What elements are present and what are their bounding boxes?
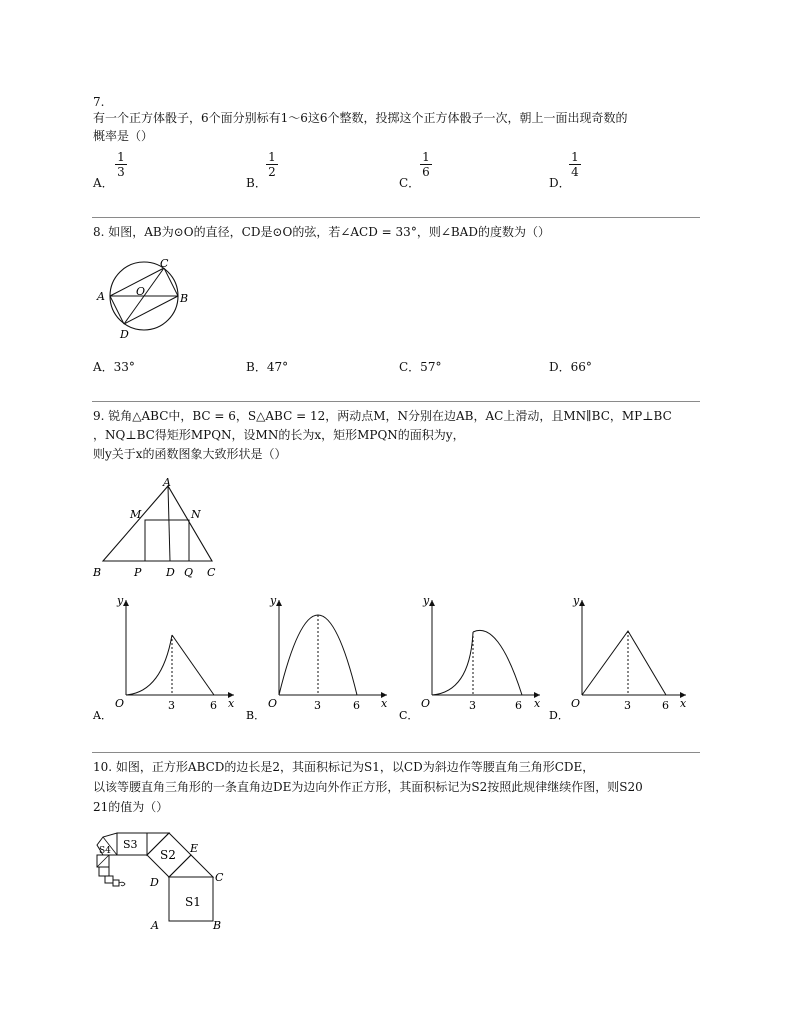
origin-label: O xyxy=(268,697,278,710)
x-label: x xyxy=(534,697,541,710)
label-p: P xyxy=(134,566,142,579)
altitude-ad xyxy=(168,486,170,561)
divider xyxy=(92,401,700,402)
q9-graph-b[interactable] xyxy=(245,590,395,720)
q10-stem-line3: 21的值为（） xyxy=(93,800,169,814)
fraction-denominator: 4 xyxy=(571,165,579,179)
label-a: A xyxy=(97,290,105,303)
x-label: x xyxy=(680,697,687,710)
rising-curve xyxy=(432,632,473,695)
q8-option-d[interactable]: D．66° xyxy=(549,360,592,374)
fraction-denominator: 3 xyxy=(117,165,125,179)
q7-option-fraction xyxy=(265,150,279,179)
spiral-tail xyxy=(119,882,125,886)
tick-6: 6 xyxy=(210,699,217,712)
label-e: E xyxy=(190,842,199,855)
diagonal xyxy=(97,855,109,867)
triangle-abc xyxy=(103,486,212,561)
q9-graph-d[interactable] xyxy=(548,590,698,720)
q9-graph-c[interactable] xyxy=(398,590,548,720)
label-s2: S2 xyxy=(160,848,176,862)
graph-option-label: A． xyxy=(93,709,112,720)
origin-label: O xyxy=(115,697,125,710)
label-a: A xyxy=(151,919,159,932)
label-d: D xyxy=(120,328,129,341)
q9-stem-line3: 则y关于x的函数图象大致形状是（） xyxy=(93,447,287,461)
square-s8 xyxy=(113,880,119,886)
tick-6: 6 xyxy=(662,699,669,712)
graph-option-label: B． xyxy=(246,709,266,720)
label-n: N xyxy=(191,508,201,521)
graph-option-label: C． xyxy=(399,709,419,720)
label-o: O xyxy=(136,285,146,298)
fraction-denominator: 6 xyxy=(422,165,430,179)
label-d: D xyxy=(150,876,159,889)
label-q: Q xyxy=(184,566,194,579)
q7-stem-line1: 有一个正方体骰子，6个面分别标有1～6这6个整数，投掷这个正方体骰子一次，朝上一面出现奇数的 xyxy=(93,111,628,125)
tick-3: 3 xyxy=(624,699,631,712)
y-axis-arrow-icon xyxy=(123,600,129,606)
triangle-graph xyxy=(582,631,666,695)
q7-option-letter: C． xyxy=(399,176,421,190)
label-s3: S3 xyxy=(123,838,138,851)
fraction-numerator: 1 xyxy=(117,150,125,164)
y-label: y xyxy=(573,594,580,607)
q7-option-fraction xyxy=(114,150,128,179)
y-axis-arrow-icon xyxy=(429,600,435,606)
q7-stem-line2: 概率是（） xyxy=(93,129,154,143)
label-b: B xyxy=(213,919,222,932)
q8-circle-figure xyxy=(92,255,202,347)
q7-option-fraction xyxy=(419,150,433,179)
tick-3: 3 xyxy=(469,699,476,712)
fraction-denominator: 2 xyxy=(268,165,276,179)
label-c: C xyxy=(215,871,224,884)
origin-label: O xyxy=(571,697,581,710)
graph-option-label: D． xyxy=(549,709,569,720)
label-s1: S1 xyxy=(185,895,201,909)
label-b: B xyxy=(180,292,189,305)
q8-option-b[interactable]: B．47° xyxy=(246,360,289,374)
q7-number: 7. xyxy=(93,95,105,109)
segment-ad xyxy=(110,296,124,324)
q8-option-a[interactable]: A．33° xyxy=(93,360,135,374)
q7-option-fraction xyxy=(568,150,582,179)
q8-stem: 8. 如图，AB为⊙O的直径，CD是⊙O的弦，若∠ACD = 33°，则∠BAD的度数为（） xyxy=(93,225,550,239)
rectangle-mpqn xyxy=(145,520,189,561)
fraction-numerator: 1 xyxy=(571,150,579,164)
q9-stem-line2: ，NQ⊥BC得矩形MPQN，设MN的长为x，矩形MPQN的面积为y， xyxy=(93,428,465,442)
x-label: x xyxy=(228,697,235,710)
label-m: M xyxy=(130,508,142,521)
y-axis-arrow-icon xyxy=(579,600,585,606)
square-s7 xyxy=(105,876,113,883)
label-s4: S4 xyxy=(99,846,111,856)
q10-square-spiral-figure xyxy=(85,825,235,940)
divider xyxy=(92,217,700,218)
tick-3: 3 xyxy=(168,699,175,712)
origin-label: O xyxy=(421,697,431,710)
tick-6: 6 xyxy=(353,699,360,712)
label-d: D xyxy=(166,566,175,579)
q9-triangle-figure xyxy=(90,475,230,585)
q7-option-letter: A． xyxy=(93,176,114,190)
q10-stem-line1: 10. 如图，正方形ABCD的边长是2，其面积标记为S1，以CD为斜边作等腰直角三角形CDE， xyxy=(93,760,595,774)
fraction-numerator: 1 xyxy=(268,150,276,164)
x-label: x xyxy=(381,697,388,710)
curve xyxy=(126,635,172,695)
y-label: y xyxy=(117,594,124,607)
q9-stem-line1: 9. 锐角△ABC中，BC = 6，S△ABC = 12，两动点M，N分别在边AB，AC上滑动，且MN∥BC，MP⊥BC xyxy=(93,409,672,423)
label-c: C xyxy=(207,566,216,579)
y-label: y xyxy=(423,594,430,607)
y-label: y xyxy=(270,594,277,607)
square-s6 xyxy=(99,867,109,876)
q8-option-c[interactable]: C．57° xyxy=(399,360,442,374)
label-c: C xyxy=(160,257,169,270)
segment-cb xyxy=(164,268,178,296)
fraction-numerator: 1 xyxy=(422,150,430,164)
divider xyxy=(92,752,700,753)
q10-stem-line2: 以该等腰直角三角形的一条直角边DE为边向外作正方形，其面积标记为S2按照此规律继续作图，则S20 xyxy=(93,780,643,794)
label-a: A xyxy=(163,476,171,489)
line-segment xyxy=(172,635,214,695)
q7-option-letter: D． xyxy=(549,176,571,190)
q9-graph-a[interactable] xyxy=(92,590,242,720)
tick-6: 6 xyxy=(515,699,522,712)
falling-curve xyxy=(473,630,522,695)
label-b: B xyxy=(93,566,102,579)
segment-db xyxy=(124,296,178,324)
y-axis-arrow-icon xyxy=(276,600,282,606)
tick-3: 3 xyxy=(314,699,321,712)
q7-option-letter: B． xyxy=(246,176,267,190)
